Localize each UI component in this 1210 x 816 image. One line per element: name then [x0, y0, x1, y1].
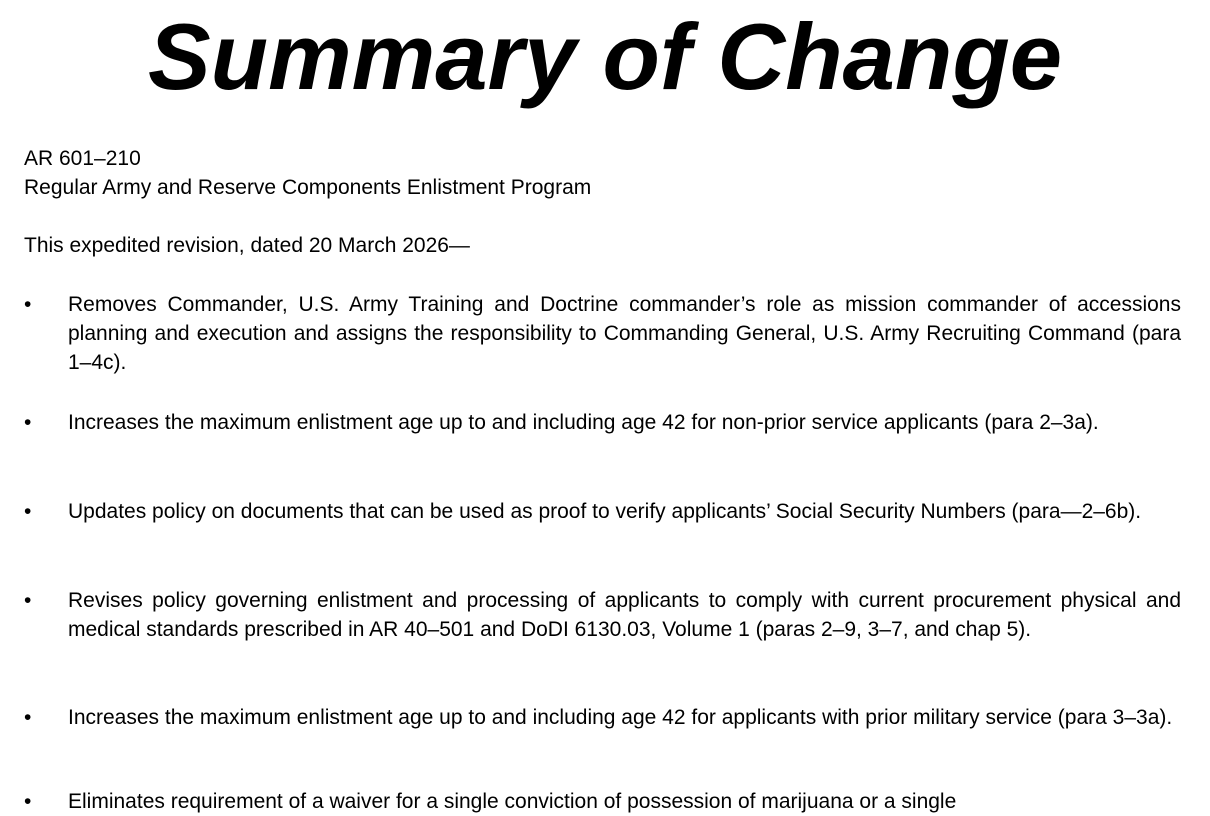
regulation-title: Regular Army and Reserve Components Enlistment Program — [24, 176, 592, 199]
regulation-number: AR 601–210 — [24, 147, 141, 170]
bullet-icon: • — [24, 500, 32, 523]
bullet-icon: • — [24, 706, 32, 729]
change-item-text: Revises policy governing enlistment and processing of applicants to comply with current procurement physical and medical standards prescribed in AR 40–501 and DoDI 6130.03, Volume 1 (paras 2–9, 3–7, and chap 5). — [68, 589, 1181, 641]
bullet-icon: • — [24, 589, 32, 612]
change-item-text: Removes Commander, U.S. Army Training and Doctrine commander’s role as mission commander of accessions planning and execution and assigns the responsibility to Commanding General, U.S. Army Recruiting Command (para 1–4c). — [68, 293, 1181, 374]
change-item-text: Updates policy on documents that can be used as proof to verify applicants’ Social Security Numbers (para—2–6b). — [68, 500, 1142, 523]
change-item-text: Eliminates requirement of a waiver for a single conviction of possession of marijuana or a single — [68, 790, 957, 813]
bullet-icon: • — [24, 790, 32, 813]
change-item-6 — [0, 787, 1200, 813]
change-item-text: Increases the maximum enlistment age up to and including age 42 for applicants with prior military service (para 3–3a). — [68, 706, 1173, 729]
page-title: Summary of Change — [147, 4, 1063, 109]
revision-intro: This expedited revision, dated 20 March 2026— — [24, 234, 470, 257]
bullet-icon: • — [24, 411, 32, 434]
bullet-icon: • — [24, 293, 32, 316]
change-item-text: Increases the maximum enlistment age up to and including age 42 for non-prior service applicants (para 2–3a). — [68, 411, 1099, 434]
